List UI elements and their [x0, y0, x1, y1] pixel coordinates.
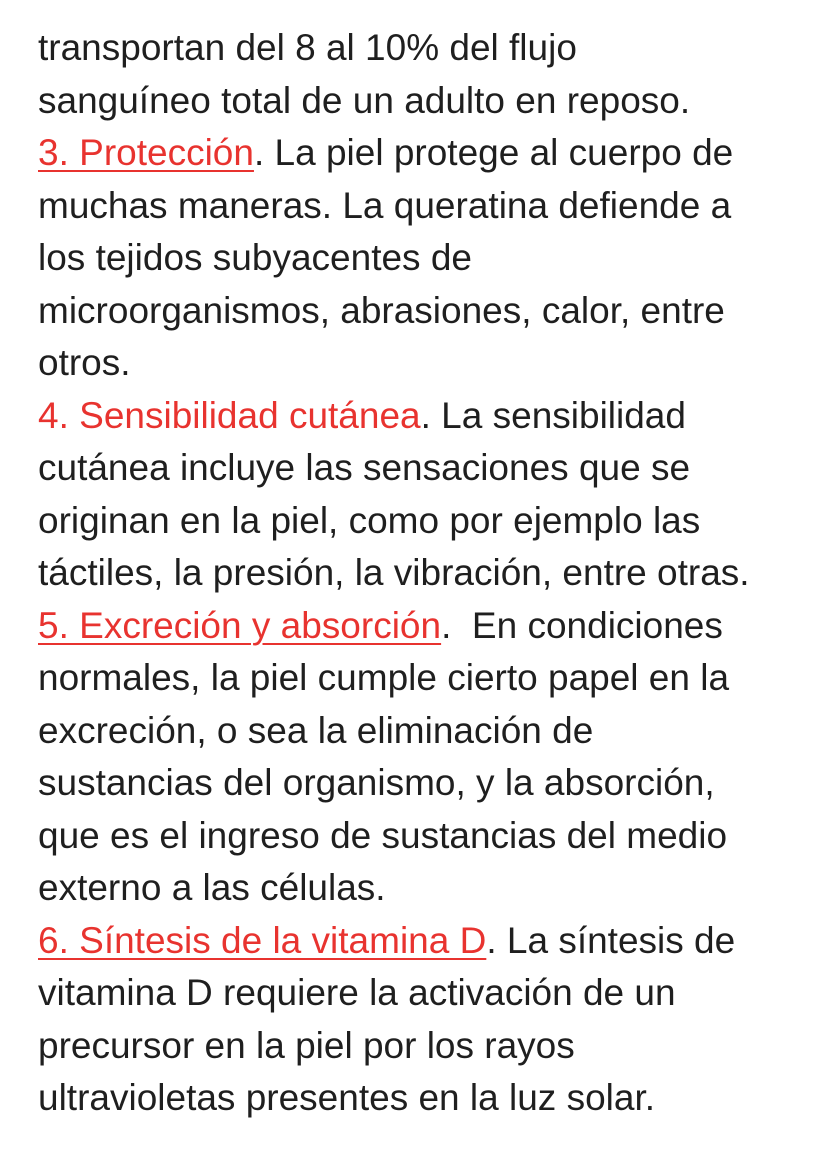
text-line: ultravioletas presentes en la luz solar. [38, 1077, 656, 1118]
text-line [38, 127, 818, 180]
section-proteccion [38, 127, 818, 390]
text-fragment: . En condiciones [441, 604, 723, 646]
text-line: transportan del 8 al 10% del flujo [38, 27, 577, 68]
text-line: otros. [38, 342, 131, 383]
section-heading-excrecion: 5. Excreción y absorción [38, 604, 442, 646]
text-fragment: . La sensibilidad [420, 394, 686, 436]
text-line: vitamina D requiere la activación de un [38, 972, 676, 1013]
text-fragment: . La síntesis de [486, 919, 736, 961]
text-line: sustancias del organismo, y la absorción, [38, 762, 715, 803]
text-line: que es el ingreso de sustancias del medio [38, 814, 728, 856]
intro-paragraph [38, 22, 818, 127]
text-line: precursor en la piel por los rayos [38, 1024, 575, 1066]
section-heading-proteccion: 3. Protección [38, 132, 254, 173]
section-sensibilidad [38, 390, 818, 600]
text-line: microorganismos, abrasiones, calor, entre [38, 289, 725, 331]
text-line: los tejidos subyacentes de [38, 237, 472, 278]
section-vitamina-d [38, 915, 818, 1125]
text-line: muchas maneras. La queratina defiende a [38, 184, 732, 226]
section-heading-vitamina-d: 6. Síntesis de la vitamina D [38, 919, 487, 961]
text-line: originan en la piel, como por ejemplo las [38, 499, 701, 541]
text-line: externo a las células. [38, 867, 386, 908]
text-line [38, 390, 818, 443]
text-line: excreción, o sea la eliminación de [38, 709, 594, 751]
text-line: táctiles, la presión, la vibración, entre otras. [38, 552, 750, 593]
text-fragment: . La piel protege al cuerpo de [253, 132, 734, 173]
document-body [38, 22, 818, 1125]
section-heading-sensibilidad: 4. Sensibilidad cutánea [38, 394, 421, 436]
text-line: sanguíneo total de un adulto en reposo. [38, 79, 691, 121]
text-line: normales, la piel cumple cierto papel en la [38, 657, 730, 698]
section-excrecion [38, 600, 818, 915]
text-line [38, 600, 818, 653]
text-line: cutánea incluye las sensaciones que se [38, 447, 691, 488]
text-line [38, 915, 818, 968]
